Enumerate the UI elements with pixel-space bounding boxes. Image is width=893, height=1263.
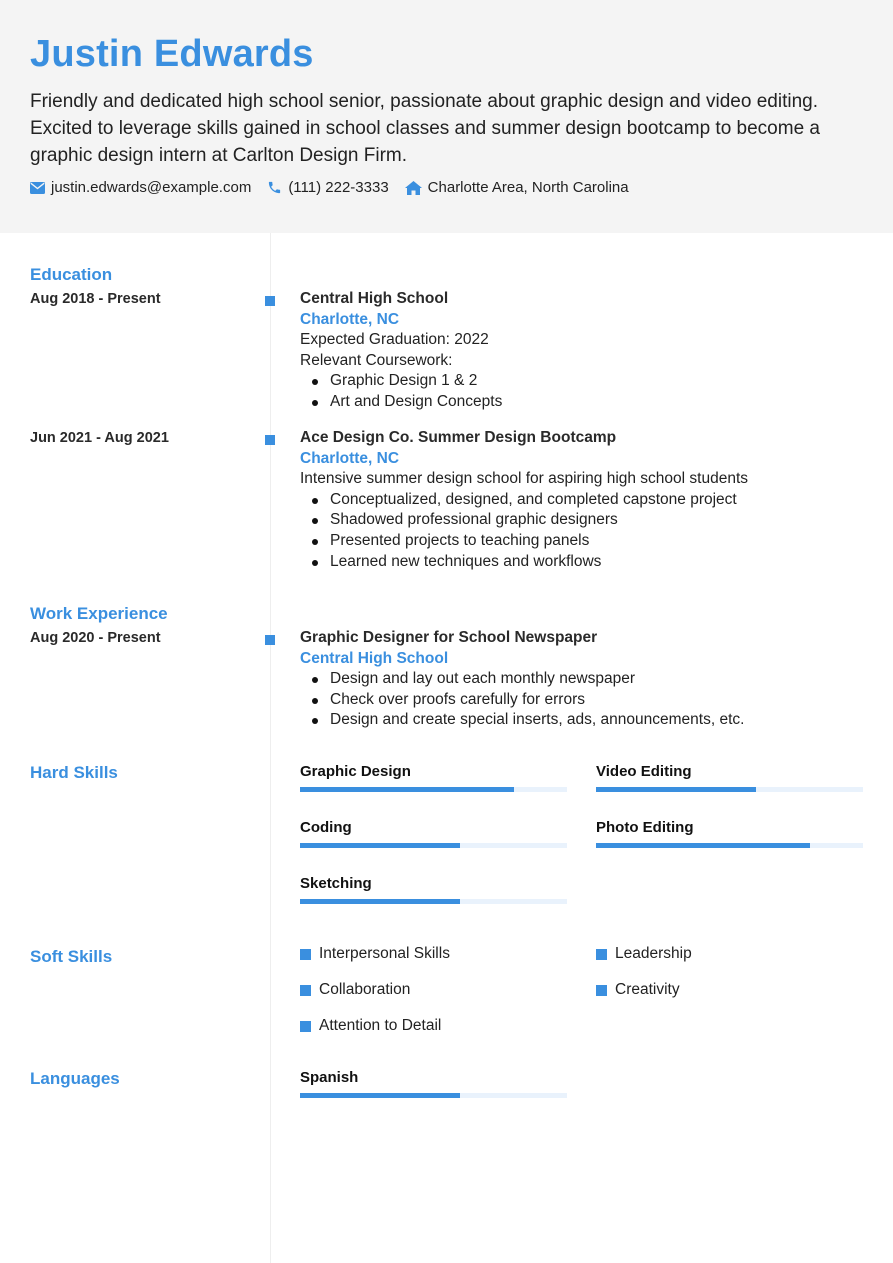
phone-text: (111) 222-3333 [288,179,389,196]
soft-skill-item [300,945,450,963]
square-bullet-icon [300,1021,311,1032]
square-bullet-icon [300,949,311,960]
soft-skill-label: Leadership [615,945,692,962]
education-date-1: Aug 2018 - Present [30,291,161,307]
contact-location [405,179,629,196]
list-item: Check over proofs carefully for errors [300,690,870,711]
skill-graphic-design [300,763,567,792]
skill-name: Video Editing [596,763,692,780]
skill-photo-editing [596,819,863,848]
school-location: Charlotte, NC [300,310,400,328]
soft-skill-item [596,981,680,999]
timeline-marker [265,635,275,645]
skill-name: Coding [300,819,352,836]
list-item: Conceptualized, designed, and completed capstone project [300,490,870,511]
square-bullet-icon [300,985,311,996]
list-item: Design and lay out each monthly newspaper [300,669,870,690]
skill-name: Sketching [300,875,372,892]
work-date-1: Aug 2020 - Present [30,630,161,646]
skill-bar-fill [596,843,810,848]
skill-coding [300,819,567,848]
hard-skills-heading: Hard Skills [30,763,118,782]
soft-skill-item [300,981,410,999]
soft-skill-label: Creativity [615,981,680,998]
square-bullet-icon [596,949,607,960]
skill-bar [596,843,863,848]
contact-info [30,179,645,196]
square-bullet-icon [596,985,607,996]
list-item: Shadowed professional graphic designers [300,510,870,531]
envelope-icon [30,182,45,194]
column-divider [270,233,271,1263]
job-title: Graphic Designer for School Newspaper [300,629,598,646]
skill-bar-fill [300,787,514,792]
language-name: Spanish [300,1069,359,1086]
contact-email[interactable] [30,179,251,196]
school-name: Central High School [300,290,449,307]
timeline-marker [265,435,275,445]
skill-name: Photo Editing [596,819,694,836]
resume-header [0,0,893,233]
education-date-2: Jun 2021 - Aug 2021 [30,430,169,446]
contact-phone[interactable] [267,179,388,196]
bootcamp-list [300,490,870,572]
skill-sketching [300,875,567,904]
phone-icon [267,180,282,195]
languages-heading: Languages [30,1069,120,1088]
education-heading: Education [30,265,113,284]
skill-bar [300,899,567,904]
soft-skill-label: Collaboration [319,981,411,998]
entry-line: Relevant Coursework: [300,351,453,369]
skill-bar [596,787,863,792]
entry-line: Intensive summer design school for aspiring high school students [300,470,749,488]
language-spanish [300,1069,567,1098]
education-entry-2 [300,428,870,572]
soft-skill-item [300,1017,441,1035]
skill-name: Graphic Design [300,763,411,780]
job-duties-list [300,669,870,731]
entry-line: Expected Graduation: 2022 [300,331,489,349]
list-item: Art and Design Concepts [300,392,870,413]
skill-bar [300,787,567,792]
bootcamp-name: Ace Design Co. Summer Design Bootcamp [300,429,617,446]
skill-bar [300,843,567,848]
education-entry-1 [300,289,870,413]
language-bar [300,1093,567,1098]
timeline-marker [265,296,275,306]
language-bar-fill [300,1093,460,1098]
location-text: Charlotte Area, North Carolina [427,179,629,196]
soft-skill-item [596,945,692,963]
list-item: Design and create special inserts, ads, announcements, etc. [300,710,870,731]
list-item: Graphic Design 1 & 2 [300,371,870,392]
summary-text: Friendly and dedicated high school senior, passionate about graphic design and video editing. Excited to leverage skills gained in school classes and summer design bootcamp to become a graphic design intern at Carlton Design Firm. [30,91,820,166]
candidate-name: Justin Edwards [30,33,314,75]
skill-video-editing [596,763,863,792]
coursework-list [300,371,870,412]
bootcamp-location: Charlotte, NC [300,449,400,467]
soft-skill-label: Attention to Detail [319,1017,442,1034]
home-icon [405,181,422,195]
list-item: Learned new techniques and workflows [300,552,870,573]
work-heading: Work Experience [30,604,168,623]
work-entry-1 [300,628,870,731]
soft-skills-heading: Soft Skills [30,947,113,966]
skill-bar-fill [300,843,460,848]
list-item: Presented projects to teaching panels [300,531,870,552]
skill-bar-fill [596,787,756,792]
skill-bar-fill [300,899,460,904]
email-text: justin.edwards@example.com [51,179,252,196]
job-employer: Central High School [300,649,449,667]
soft-skill-label: Interpersonal Skills [319,945,450,962]
